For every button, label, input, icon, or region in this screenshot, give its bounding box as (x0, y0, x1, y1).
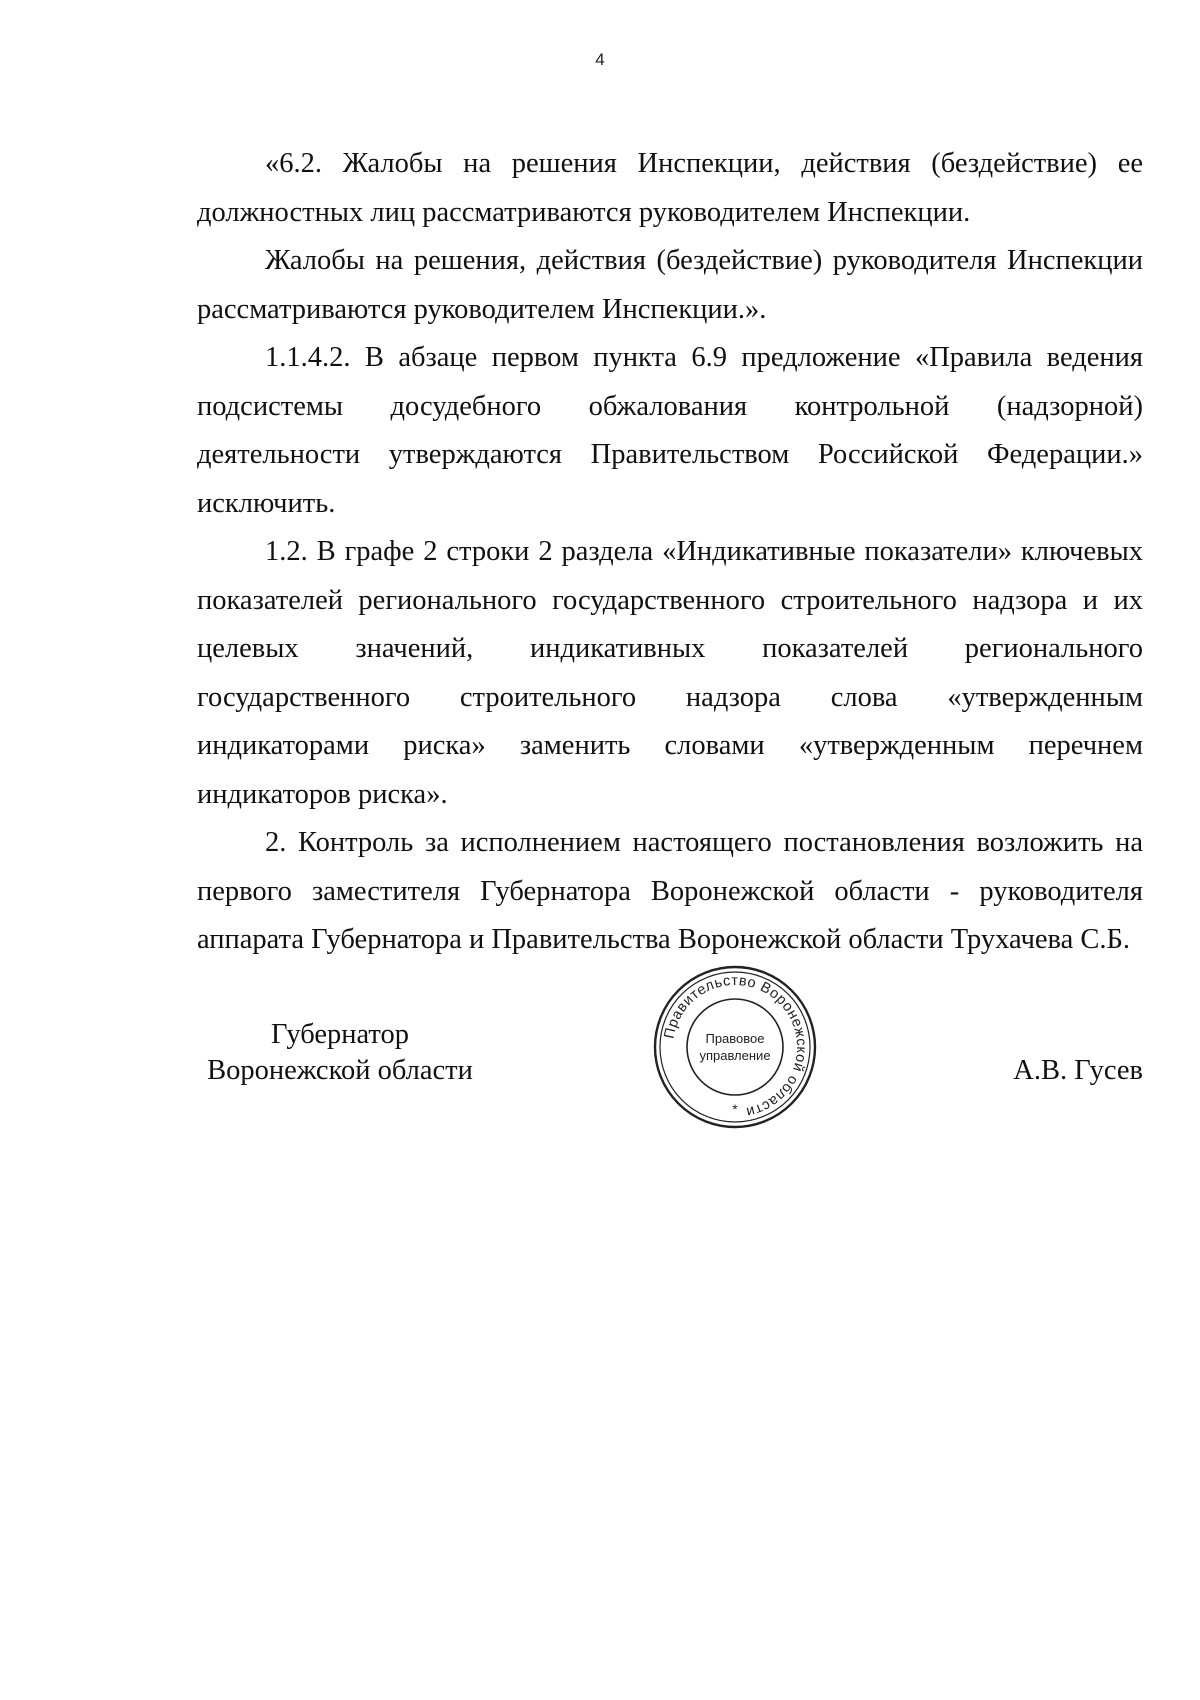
seal-outer-text: Правительство Воронежской области (661, 972, 810, 1120)
paragraph-1-1-4-2: 1.1.4.2. В абзаце первом пункта 6.9 предложение «Правила ведения подсистемы досудебного обжалования контрольной (надзорной) деятельности утверждаются Правительством Российской Федерации.» исключить. (197, 342, 1143, 519)
signatory-position (190, 1017, 490, 1089)
paragraph-2-control: 2. Контроль за исполнением настоящего постановления возложить на первого заместителя Губернатора Воронежской области - руководителя аппарата Губернатора и Правительства Воронежской области Трухачева С.Б. (197, 827, 1143, 955)
seal-star-icon: * (732, 1101, 738, 1117)
svg-text:Правительство Воронежской обла (662, 973, 810, 1120)
official-seal (652, 964, 818, 1130)
document-body (197, 140, 1143, 965)
seal-inner-line1: Правовое (705, 1031, 765, 1046)
signatory-name: А.В. Гусев (1013, 1055, 1143, 1086)
seal-inner-line2: управление (699, 1048, 771, 1063)
signatory-position-line2: Воронежской области (207, 1055, 473, 1086)
paragraph-complaints-head: Жалобы на решения, действия (бездействие) руководителя Инспекции рассматриваются руководителем Инспекции.». (197, 245, 1143, 325)
signatory-position-line1: Губернатор (270, 1019, 410, 1050)
page-number: 4 (595, 50, 605, 69)
paragraph-6-2: «6.2. Жалобы на решения Инспекции, действия (бездействие) ее должностных лиц рассматриваются руководителем Инспекции. (197, 148, 1143, 228)
paragraph-1-2: 1.2. В графе 2 строки 2 раздела «Индикативные показатели» ключевых показателей регионального государственного строительного надзора и их целевых значений, индикативных показателей регионального государственного строительного надзора слова «утвержденным индикаторами риска» заменить словами «утвержденным перечнем индикаторов риска». (197, 536, 1143, 810)
